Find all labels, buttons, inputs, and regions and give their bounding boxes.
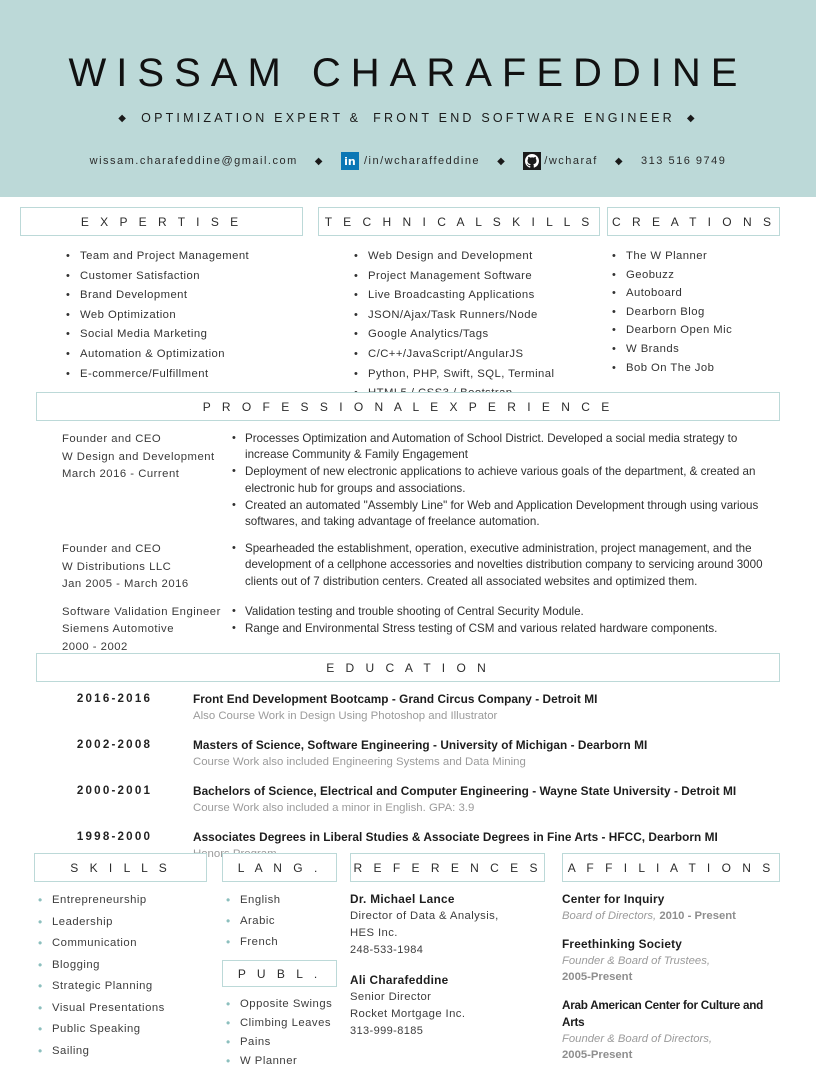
list-item: • Processes Optimization and Automation of School District. Developed a social media strategy to increase Community & Family Engagement [232,431,780,463]
education-heading: E D U C A T I O N [36,653,780,682]
experience-entry [36,541,780,594]
list-item: • JSON/Ajax/Task Runners/Node [354,306,600,326]
education-title: Associates Degrees in Liberal Studies & Associate Degrees in Fine Arts - HFCC, Dearborn MI [193,830,718,844]
list-item: • Team and Project Management [66,247,303,267]
list-item: • Python, PHP, Swift, SQL, Terminal [354,365,600,385]
affiliation-years: 2010 - Present [659,910,736,922]
list-item: • French [222,932,337,953]
creations-list [607,247,780,377]
list-item: • Created an automated "Assembly Line" for Web and Application Development through using various softwares, and taking advantage of freelance automation. [232,498,780,530]
phone-number[interactable] [641,155,726,167]
section-skills [34,853,207,1062]
reference-company: Rocket Mortgage Inc. [350,1008,466,1020]
publications-list [222,995,337,1071]
list-item: • Social Media Marketing [66,325,303,345]
references-heading: R E F E R E N C E S [350,853,545,882]
list-item: • Dearborn Blog [612,303,780,322]
affiliation-name: Center for Inquiry [562,892,665,906]
diamond-icon: ◆ [614,155,625,167]
list-item: • Sailing [34,1041,207,1063]
section-languages [222,853,337,1071]
education-years: 2000-2001 [76,784,153,797]
affiliation-role [562,908,780,924]
header-tagline [0,111,816,125]
education-title: Front End Development Bootcamp - Grand Circus Company - Detroit MI [193,692,598,706]
experience-entry [36,604,780,657]
professional-experience-heading: P R O F E S S I O N A L E X P E R I E N C E [36,392,780,421]
section-publications [222,960,337,1071]
list-item: • Validation testing and trouble shooting of Central Security Module. [232,604,780,620]
list-item: • E-commerce/Fulfillment [66,365,303,385]
experience-details [232,604,780,657]
education-years: 2002-2008 [76,738,153,751]
publications-heading: P U B L . [222,960,337,987]
affiliation-entry [562,997,780,1063]
list-item: • Live Broadcasting Applications [354,286,600,306]
education-detail [193,783,780,816]
list-item: • Web Optimization [66,306,303,326]
reference-entry [350,891,545,959]
education-subtitle: Course Work also included Engineering Systems and Data Mining [193,756,526,768]
experience-role: Founder and CEO [62,433,162,445]
experience-dates: March 2016 - Current [62,468,180,480]
phone-text: 313 516 9749 [641,155,727,167]
experience-meta [36,431,232,531]
education-detail [193,691,780,724]
affiliations-heading: A F F I L I A T I O N S [562,853,780,882]
experience-details [232,431,780,531]
education-subtitle: Course Work also included a minor in English. GPA: 3.9 [193,802,475,814]
tagline-right: FRONT END SOFTWARE ENGINEER [373,111,675,125]
experience-details [232,541,780,594]
reference-phone[interactable]: 248-533-1984 [350,944,424,956]
experience-company: W Distributions LLC [62,560,172,573]
list-item: • Strategic Planning [34,976,207,998]
diamond-icon: ◆ [118,113,130,124]
list-item: • Web Design and Development [354,247,600,267]
list-item: • Brand Development [66,286,303,306]
contact-bar [0,152,816,170]
list-item: • C/C++/JavaScript/AngularJS [354,345,600,365]
github-text: /wcharaf [544,155,598,167]
list-item: • Bob On The Job [612,359,780,378]
list-item: • Automation & Optimization [66,345,303,365]
reference-name: Dr. Michael Lance [350,892,455,906]
education-title: Masters of Science, Software Engineering - University of Michigan - Dearborn MI [193,738,648,752]
section-professional-experience [36,392,780,666]
expertise-heading: E X P E R T I S E [20,207,303,236]
list-item: • Entrepreneurship [34,890,207,912]
affiliation-entry [562,891,780,924]
experience-dates: 2000 - 2002 [62,640,128,653]
reference-title: Director of Data & Analysis, [350,910,499,922]
education-detail [193,737,780,770]
list-item: • Public Speaking [34,1019,207,1041]
diamond-icon: ◆ [314,155,324,167]
reference-company: HES Inc. [350,927,398,939]
experience-meta [36,541,232,594]
section-creations [607,207,780,404]
email-text: wissam.charafeddine@gmail.com [89,155,298,167]
education-subtitle: Also Course Work in Design Using Photoshop and Illustrator [193,710,498,722]
education-entry [36,691,780,724]
affiliation-role-text: Board of Directors, [562,910,657,922]
section-education [36,653,780,875]
list-item: • Dearborn Open Mic [612,321,780,340]
list-item: • Leadership [34,912,207,934]
languages-list [222,890,337,953]
github-icon [523,152,541,170]
linkedin-text: /in/wcharaffeddine [363,155,481,167]
education-entry [36,783,780,816]
education-subtitle: Honors [193,848,230,860]
section-technical-skills [318,207,600,404]
list-item: • Opposite Swings [222,995,337,1014]
experience-role: Founder and CEO [62,543,162,556]
list-item: • Spearheaded the establishment, operation, executive administration, project management, and the development of a cellphone accessories and novelties distribution company to servicing around 3000 clients out of 7 distribution centers. Created all associated websites and optimized them. [232,541,780,590]
tagline-left: OPTIMIZATION EXPERT & [141,111,362,125]
affiliation-years: 2005-Present [562,971,633,983]
section-expertise [20,207,303,404]
reference-entry [350,972,545,1040]
experience-dates: Jan 2005 - March 2016 [62,578,189,591]
experience-entry [36,431,780,531]
section-affiliations [562,853,780,1075]
list-item: • Customer Satisfaction [66,267,303,287]
page-title: WISSAM CHARAFEDDINE [68,51,748,95]
list-item: • W Planner [222,1052,337,1071]
resume-header [0,0,816,197]
list-item: • Arabic [222,911,337,932]
experience-meta [36,604,232,657]
list-item: • Blogging [34,955,207,977]
affiliation-role: Founder & Board of Trustees, [562,955,710,967]
education-entry [36,737,780,770]
experience-role: Software Validation Engineer [62,605,221,618]
list-item: • Range and Environmental Stress testing of CSM and various related hardware components. [232,621,780,637]
education-years: 2016-2016 [76,692,153,705]
list-item: • Deployment of new electronic applications to achieve various goals of the department, & created an electronic hub for groups and associations. [232,464,780,496]
experience-company: Siemens Automotive [62,623,174,636]
diamond-icon: ◆ [686,113,698,124]
technical-skills-list [318,247,600,404]
education-years: 1998-2000 [76,830,153,843]
skills-list [34,890,207,1062]
references-list [350,891,545,1040]
education-title: Bachelors of Science, Electrical and Computer Engineering - Wayne State University - Detroit MI [193,784,737,798]
list-item: • Climbing Leaves [222,1014,337,1033]
affiliations-list [562,891,780,1063]
expertise-list [20,247,303,384]
diamond-icon: ◆ [497,155,507,167]
list-item: • Communication [34,933,207,955]
education-body [36,691,780,862]
affiliation-years: 2005-Present [562,1049,633,1061]
affiliation-role: Founder & Board of Directors, [562,1033,713,1045]
creations-heading: C R E A T I O N S [607,207,780,236]
list-item: • Pains [222,1033,337,1052]
linkedin-icon: in [341,152,359,170]
list-item: • Geobuzz [612,266,780,285]
skills-heading: S K I L L S [34,853,207,882]
list-item: • W Brands [612,340,780,359]
github-link[interactable] [523,152,598,170]
list-item: • The W Planner [612,247,780,266]
linkedin-link[interactable] [341,152,480,170]
affiliation-name: Arab American Center for Culture and Arts [562,999,763,1029]
experience-company: W Design and Development [62,450,215,463]
reference-phone[interactable]: 313-999-8185 [350,1025,424,1037]
section-references [350,853,545,1053]
top-columns [0,207,816,404]
reference-title: Senior Director [350,991,432,1003]
professional-experience-body [36,431,780,656]
list-item: • Visual Presentations [34,998,207,1020]
affiliation-entry [562,936,780,985]
list-item: • English [222,890,337,911]
affiliation-name: Freethinking Society [562,937,683,951]
technical-skills-heading: T E C H N I C A L S K I L L S [318,207,600,236]
reference-name: Ali Charafeddine [350,973,449,987]
list-item: • Autoboard [612,284,780,303]
list-item: • Project Management Software [354,267,600,287]
email-link[interactable] [90,155,298,167]
languages-heading: L A N G . [222,853,337,882]
list-item: • Google Analytics/Tags [354,325,600,345]
